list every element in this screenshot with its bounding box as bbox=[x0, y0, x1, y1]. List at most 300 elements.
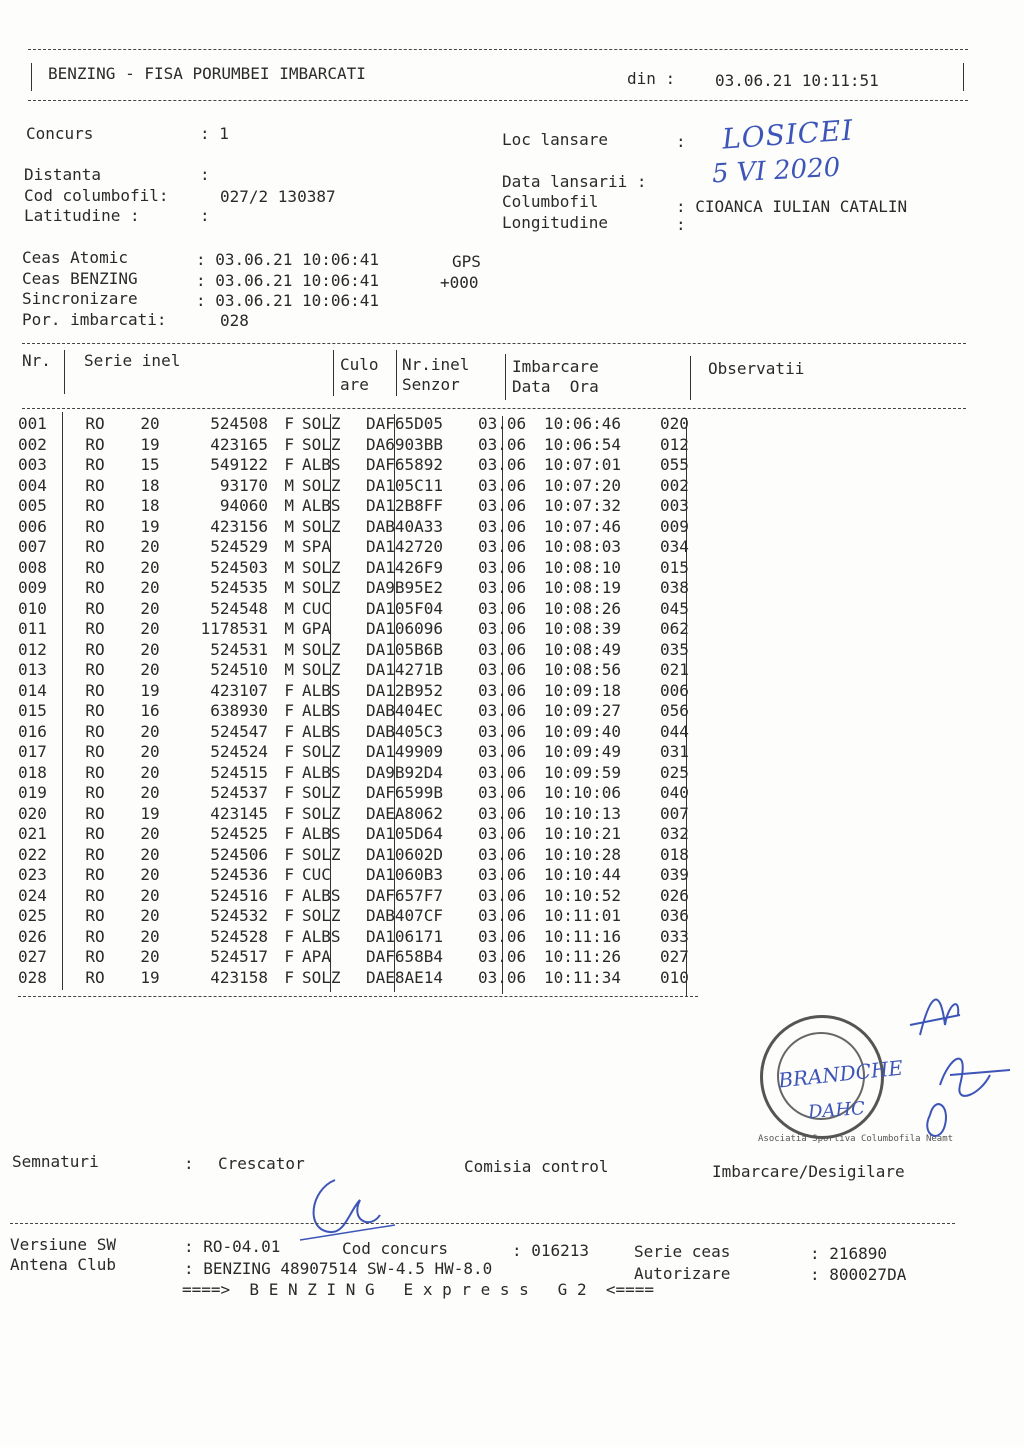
row-date: 03.06 bbox=[478, 516, 527, 536]
row-obs: 034 bbox=[660, 537, 689, 556]
row-time: 10:09:40 bbox=[544, 721, 622, 741]
row-color: SOLZ bbox=[302, 803, 341, 823]
row-time: 10:11:26 bbox=[544, 947, 622, 966]
row-nr: 007 bbox=[18, 537, 47, 556]
row-time: 10:08:03 bbox=[544, 537, 622, 556]
row-date: 03.06 bbox=[478, 434, 527, 454]
row-country: RO bbox=[85, 926, 105, 946]
date-label: din : bbox=[627, 69, 676, 88]
row-color: SOLZ bbox=[302, 742, 341, 761]
row-sensor: DAB407CF bbox=[366, 906, 444, 925]
row-year: 20 bbox=[140, 557, 160, 577]
row-sex: F bbox=[284, 680, 294, 700]
row-time: 10:09:18 bbox=[544, 680, 622, 700]
row-obs: 031 bbox=[660, 742, 689, 761]
cod-concurs-label: Cod concurs bbox=[342, 1239, 448, 1258]
row-ring: 524528 bbox=[210, 926, 268, 946]
row-time: 10:08:39 bbox=[544, 619, 622, 638]
row-ring: 524506 bbox=[210, 844, 268, 864]
imbarcare-desigilare-label: Imbarcare/Desigilare bbox=[712, 1162, 905, 1181]
header-bottom-rule bbox=[28, 100, 968, 101]
row-nr: 017 bbox=[18, 742, 47, 761]
row-year: 19 bbox=[140, 967, 160, 987]
row-nr: 009 bbox=[18, 578, 47, 597]
row-time: 10:09:59 bbox=[544, 762, 622, 782]
row-sensor: DA12B8FF bbox=[366, 496, 444, 515]
header-top-rule bbox=[28, 49, 968, 50]
row-country: RO bbox=[85, 660, 105, 679]
pigeon-table bbox=[18, 414, 720, 988]
row-date: 03.06 bbox=[478, 475, 527, 495]
table-row bbox=[18, 968, 720, 989]
row-obs: 002 bbox=[660, 475, 689, 495]
row-country: RO bbox=[85, 967, 105, 987]
row-date: 03.06 bbox=[478, 783, 527, 802]
row-obs: 032 bbox=[660, 824, 689, 843]
row-time: 10:10:52 bbox=[544, 885, 622, 905]
ceas-benzing-extra: +000 bbox=[440, 273, 479, 292]
row-sensor: DA10602D bbox=[366, 844, 444, 864]
row-time: 10:08:19 bbox=[544, 578, 622, 597]
autorizare-label: Autorizare bbox=[634, 1264, 731, 1283]
row-sensor: DA142720 bbox=[366, 537, 444, 556]
row-sensor: DA106096 bbox=[366, 619, 444, 638]
table-row bbox=[18, 927, 720, 948]
row-sensor: DA1426F9 bbox=[366, 557, 444, 577]
row-nr: 025 bbox=[18, 906, 47, 925]
row-sensor: DAB404EC bbox=[366, 701, 444, 720]
row-year: 20 bbox=[140, 824, 160, 843]
row-ring: 93170 bbox=[219, 475, 268, 495]
row-country: RO bbox=[85, 885, 105, 905]
table-row bbox=[18, 578, 720, 599]
row-obs: 026 bbox=[660, 885, 689, 905]
row-time: 10:08:49 bbox=[544, 639, 622, 659]
row-sex: F bbox=[284, 701, 294, 720]
table-row bbox=[18, 476, 720, 497]
row-sensor: DA105C11 bbox=[366, 475, 444, 495]
row-time: 10:07:01 bbox=[544, 455, 622, 474]
row-color: ALBS bbox=[302, 885, 341, 905]
row-country: RO bbox=[85, 721, 105, 741]
row-time: 10:09:49 bbox=[544, 742, 622, 761]
row-year: 18 bbox=[140, 475, 160, 495]
row-nr: 019 bbox=[18, 783, 47, 802]
row-ring: 423156 bbox=[210, 516, 268, 536]
row-sensor: DAB40A33 bbox=[366, 516, 444, 536]
row-nr: 006 bbox=[18, 516, 47, 536]
row-nr: 015 bbox=[18, 701, 47, 720]
row-date: 03.06 bbox=[478, 742, 527, 761]
row-obs: 062 bbox=[660, 619, 689, 638]
row-sex: F bbox=[284, 947, 294, 966]
row-ring: 524547 bbox=[210, 721, 268, 741]
row-year: 20 bbox=[140, 783, 160, 802]
row-ring: 524536 bbox=[210, 865, 268, 884]
row-year: 20 bbox=[140, 537, 160, 556]
serie-ceas-value: : 216890 bbox=[810, 1244, 888, 1263]
table-row bbox=[18, 517, 720, 538]
row-country: RO bbox=[85, 537, 105, 556]
row-country: RO bbox=[85, 516, 105, 536]
table-row bbox=[18, 722, 720, 743]
table-row bbox=[18, 701, 720, 722]
row-obs: 040 bbox=[660, 783, 689, 802]
table-row bbox=[18, 681, 720, 702]
row-color: GPA bbox=[302, 619, 331, 638]
row-sex: F bbox=[284, 742, 294, 761]
row-sensor: DAF65D05 bbox=[366, 414, 444, 433]
row-obs: 045 bbox=[660, 598, 689, 618]
row-color: SOLZ bbox=[302, 660, 341, 679]
row-year: 20 bbox=[140, 619, 160, 638]
row-color: SOLZ bbox=[302, 967, 341, 987]
row-time: 10:11:34 bbox=[544, 967, 622, 987]
row-ring: 524524 bbox=[210, 742, 268, 761]
row-country: RO bbox=[85, 557, 105, 577]
row-nr: 022 bbox=[18, 844, 47, 864]
stamp-text: Asociatia Sportiva Columbofila Neamt bbox=[758, 1134, 954, 1144]
row-sensor: DA12B952 bbox=[366, 680, 444, 700]
row-country: RO bbox=[85, 947, 105, 966]
row-color: SOLZ bbox=[302, 844, 341, 864]
row-sensor: DAB405C3 bbox=[366, 721, 444, 741]
concurs-value: : 1 bbox=[200, 124, 229, 143]
row-country: RO bbox=[85, 414, 105, 433]
cod-columbofil-value: 027/2 130387 bbox=[220, 187, 336, 206]
row-obs: 015 bbox=[660, 557, 689, 577]
row-nr: 008 bbox=[18, 557, 47, 577]
col-header-nrinel-1: Nr.inel bbox=[402, 355, 470, 374]
row-year: 20 bbox=[140, 762, 160, 782]
row-date: 03.06 bbox=[478, 639, 527, 659]
row-date: 03.06 bbox=[478, 496, 527, 515]
row-nr: 027 bbox=[18, 947, 47, 966]
row-ring: 524508 bbox=[210, 414, 268, 433]
table-row bbox=[18, 865, 720, 886]
row-time: 10:08:26 bbox=[544, 598, 622, 618]
row-year: 15 bbox=[140, 455, 160, 474]
table-header-rule bbox=[22, 408, 966, 409]
row-color: SOLZ bbox=[302, 434, 341, 454]
loc-lansare-label: Loc lansare bbox=[502, 130, 608, 149]
table-row bbox=[18, 599, 720, 620]
row-country: RO bbox=[85, 906, 105, 925]
row-obs: 036 bbox=[660, 906, 689, 925]
row-nr: 020 bbox=[18, 803, 47, 823]
row-sex: M bbox=[284, 639, 294, 659]
row-sensor: DA1060B3 bbox=[366, 865, 444, 884]
row-color: ALBS bbox=[302, 824, 341, 843]
ceas-benzing-value: : 03.06.21 10:06:41 bbox=[196, 271, 380, 290]
row-sex: M bbox=[284, 516, 294, 536]
row-country: RO bbox=[85, 598, 105, 618]
row-year: 20 bbox=[140, 742, 160, 761]
table-row bbox=[18, 537, 720, 558]
row-year: 20 bbox=[140, 865, 160, 884]
table-row bbox=[18, 804, 720, 825]
row-nr: 002 bbox=[18, 434, 47, 454]
row-date: 03.06 bbox=[478, 660, 527, 679]
row-ring: 524531 bbox=[210, 639, 268, 659]
latitudine-value: : bbox=[200, 206, 210, 225]
crescator-signature bbox=[290, 1170, 400, 1250]
row-country: RO bbox=[85, 865, 105, 884]
sincronizare-label: Sincronizare bbox=[22, 289, 138, 308]
row-country: RO bbox=[85, 434, 105, 454]
row-date: 03.06 bbox=[478, 680, 527, 700]
loc-lansare-sep: : bbox=[676, 132, 686, 151]
row-country: RO bbox=[85, 496, 105, 515]
row-sex: F bbox=[284, 967, 294, 987]
row-time: 10:08:10 bbox=[544, 557, 622, 577]
row-sensor: DA9B95E2 bbox=[366, 578, 444, 597]
row-country: RO bbox=[85, 680, 105, 700]
row-country: RO bbox=[85, 455, 105, 474]
cod-concurs-value: : 016213 bbox=[512, 1241, 590, 1260]
row-ring: 423165 bbox=[210, 434, 268, 454]
row-sex: M bbox=[284, 578, 294, 597]
row-date: 03.06 bbox=[478, 598, 527, 618]
row-year: 20 bbox=[140, 721, 160, 741]
row-color: CUC bbox=[302, 598, 331, 618]
row-time: 10:10:21 bbox=[544, 824, 622, 843]
row-color: SPA bbox=[302, 537, 331, 556]
row-sensor: DAF657F7 bbox=[366, 885, 444, 905]
row-obs: 027 bbox=[660, 947, 689, 966]
row-sensor: DA149909 bbox=[366, 742, 444, 761]
stamp-handwritten-2: DAHC bbox=[807, 1098, 866, 1123]
row-ring: 524548 bbox=[210, 598, 268, 618]
table-row bbox=[18, 906, 720, 927]
row-color: SOLZ bbox=[302, 516, 341, 536]
row-country: RO bbox=[85, 475, 105, 495]
table-bottom-rule bbox=[18, 996, 698, 997]
row-date: 03.06 bbox=[478, 557, 527, 577]
table-row bbox=[18, 660, 720, 681]
row-time: 10:07:32 bbox=[544, 496, 622, 515]
row-year: 20 bbox=[140, 926, 160, 946]
row-year: 19 bbox=[140, 680, 160, 700]
row-time: 10:07:20 bbox=[544, 475, 622, 495]
row-ring: 524535 bbox=[210, 578, 268, 597]
row-time: 10:11:01 bbox=[544, 906, 622, 925]
columbofil-value: : CIOANCA IULIAN CATALIN bbox=[676, 197, 908, 216]
antena-value: : BENZING 48907514 SW-4.5 HW-8.0 bbox=[184, 1259, 493, 1278]
row-obs: 007 bbox=[660, 803, 689, 823]
table-row bbox=[18, 640, 720, 661]
row-date: 03.06 bbox=[478, 967, 527, 987]
row-ring: 524517 bbox=[210, 947, 268, 966]
row-ring: 423107 bbox=[210, 680, 268, 700]
row-country: RO bbox=[85, 742, 105, 761]
row-time: 10:07:46 bbox=[544, 516, 622, 536]
col-header-nr: Nr. bbox=[22, 351, 51, 370]
comisia-label: Comisia control bbox=[464, 1157, 609, 1176]
row-color: SOLZ bbox=[302, 783, 341, 802]
row-color: SOLZ bbox=[302, 906, 341, 925]
row-ring: 524503 bbox=[210, 557, 268, 577]
row-date: 03.06 bbox=[478, 824, 527, 843]
longitudine-sep: : bbox=[676, 215, 686, 234]
row-nr: 003 bbox=[18, 455, 47, 474]
row-sensor: DA105D64 bbox=[366, 824, 444, 843]
table-row bbox=[18, 435, 720, 456]
row-obs: 012 bbox=[660, 434, 689, 454]
table-row bbox=[18, 619, 720, 640]
row-year: 20 bbox=[140, 906, 160, 925]
row-country: RO bbox=[85, 844, 105, 864]
row-color: APA bbox=[302, 947, 331, 966]
versiune-value: : RO-04.01 bbox=[184, 1237, 281, 1256]
row-obs: 018 bbox=[660, 844, 689, 864]
row-country: RO bbox=[85, 824, 105, 843]
row-sex: M bbox=[284, 660, 294, 679]
row-obs: 020 bbox=[660, 414, 689, 433]
row-sex: F bbox=[284, 824, 294, 843]
ceas-atomic-extra: GPS bbox=[452, 252, 481, 271]
row-ring: 94060 bbox=[219, 496, 268, 515]
row-time: 10:10:06 bbox=[544, 783, 622, 802]
row-obs: 035 bbox=[660, 639, 689, 659]
row-year: 19 bbox=[140, 434, 160, 454]
row-obs: 003 bbox=[660, 496, 689, 515]
row-time: 10:06:46 bbox=[544, 414, 622, 433]
row-sex: F bbox=[284, 434, 294, 454]
row-country: RO bbox=[85, 619, 105, 638]
row-year: 20 bbox=[140, 844, 160, 864]
longitudine-label: Longitudine bbox=[502, 213, 608, 232]
row-nr: 018 bbox=[18, 762, 47, 782]
row-time: 10:10:28 bbox=[544, 844, 622, 864]
header-divider-5 bbox=[690, 356, 691, 400]
row-year: 20 bbox=[140, 598, 160, 618]
loc-lansare-handwritten: LOSICEI bbox=[721, 113, 855, 156]
row-nr: 014 bbox=[18, 680, 47, 700]
row-year: 19 bbox=[140, 516, 160, 536]
row-sensor: DA105B6B bbox=[366, 639, 444, 659]
row-country: RO bbox=[85, 803, 105, 823]
row-nr: 021 bbox=[18, 824, 47, 843]
row-date: 03.06 bbox=[478, 865, 527, 884]
autorizare-value: : 800027DA bbox=[810, 1265, 907, 1284]
row-ring: 524515 bbox=[210, 762, 268, 782]
table-row bbox=[18, 496, 720, 517]
row-year: 20 bbox=[140, 660, 160, 679]
row-nr: 011 bbox=[18, 619, 47, 638]
row-sensor: DA9B92D4 bbox=[366, 762, 444, 782]
table-row bbox=[18, 947, 720, 968]
row-date: 03.06 bbox=[478, 762, 527, 782]
row-sex: M bbox=[284, 475, 294, 495]
ceas-benzing-label: Ceas BENZING bbox=[22, 269, 138, 288]
table-row bbox=[18, 845, 720, 866]
table-row bbox=[18, 558, 720, 579]
row-obs: 021 bbox=[660, 660, 689, 679]
row-nr: 028 bbox=[18, 967, 47, 987]
row-sex: F bbox=[284, 783, 294, 802]
stamp-handwritten-1: BRANDCHE bbox=[777, 1055, 904, 1093]
row-ring: 423145 bbox=[210, 803, 268, 823]
data-lansarii-handwritten: 5 VI 2020 bbox=[711, 152, 841, 190]
table-row bbox=[18, 886, 720, 907]
row-ring: 524516 bbox=[210, 885, 268, 905]
row-sensor: DA14271B bbox=[366, 660, 444, 679]
row-sex: M bbox=[284, 537, 294, 556]
row-color: ALBS bbox=[302, 455, 341, 474]
row-ring: 1178531 bbox=[200, 619, 268, 638]
row-ring: 524532 bbox=[210, 906, 268, 925]
columbofil-label: Columbofil bbox=[502, 192, 599, 211]
por-imbarcati-value: 028 bbox=[220, 311, 249, 330]
row-year: 16 bbox=[140, 701, 160, 720]
row-sex: F bbox=[284, 803, 294, 823]
ceas-atomic-value: : 03.06.21 10:06:41 bbox=[196, 250, 380, 269]
versiune-label: Versiune SW bbox=[10, 1235, 116, 1254]
row-sex: F bbox=[284, 455, 294, 474]
row-sex: F bbox=[284, 721, 294, 741]
col-header-imbarcare-2: Data Ora bbox=[512, 377, 599, 396]
row-year: 20 bbox=[140, 947, 160, 966]
row-sensor: DAF6599B bbox=[366, 783, 444, 802]
semnaturi-label: Semnaturi bbox=[12, 1152, 99, 1171]
row-sex: M bbox=[284, 619, 294, 638]
row-date: 03.06 bbox=[478, 803, 527, 823]
header-divider-4 bbox=[505, 354, 506, 400]
row-sex: F bbox=[284, 906, 294, 925]
row-nr: 005 bbox=[18, 496, 47, 515]
row-obs: 025 bbox=[660, 762, 689, 782]
row-year: 20 bbox=[140, 578, 160, 597]
row-nr: 004 bbox=[18, 475, 47, 495]
row-date: 03.06 bbox=[478, 414, 527, 433]
row-date: 03.06 bbox=[478, 844, 527, 864]
row-date: 03.06 bbox=[478, 926, 527, 946]
row-ring: 638930 bbox=[210, 701, 268, 720]
row-sex: F bbox=[284, 926, 294, 946]
signature-scribbles bbox=[890, 985, 1020, 1155]
row-ring: 524529 bbox=[210, 537, 268, 556]
row-time: 10:09:27 bbox=[544, 701, 622, 720]
row-ring: 549122 bbox=[210, 455, 268, 474]
row-year: 20 bbox=[140, 885, 160, 905]
antena-label: Antena Club bbox=[10, 1255, 116, 1274]
table-row bbox=[18, 742, 720, 763]
row-color: SOLZ bbox=[302, 557, 341, 577]
row-time: 10:10:44 bbox=[544, 865, 622, 884]
row-ring: 524537 bbox=[210, 783, 268, 802]
table-row bbox=[18, 783, 720, 804]
row-date: 03.06 bbox=[478, 906, 527, 925]
data-lansarii-label: Data lansarii : bbox=[502, 172, 647, 191]
row-obs: 006 bbox=[660, 680, 689, 700]
row-sex: F bbox=[284, 762, 294, 782]
row-country: RO bbox=[85, 578, 105, 597]
sincronizare-value: : 03.06.21 10:06:41 bbox=[196, 291, 380, 310]
row-sensor: DAEA8062 bbox=[366, 803, 444, 823]
footer-top-rule bbox=[10, 1223, 955, 1224]
row-obs: 055 bbox=[660, 455, 689, 474]
table-row bbox=[18, 414, 720, 435]
semnaturi-sep: : bbox=[184, 1154, 194, 1173]
row-sensor: DA105F04 bbox=[366, 598, 444, 618]
row-date: 03.06 bbox=[478, 619, 527, 638]
row-date: 03.06 bbox=[478, 537, 527, 556]
row-country: RO bbox=[85, 701, 105, 720]
row-year: 20 bbox=[140, 414, 160, 433]
latitudine-label: Latitudine : bbox=[24, 206, 140, 225]
header-left-border bbox=[31, 63, 32, 91]
